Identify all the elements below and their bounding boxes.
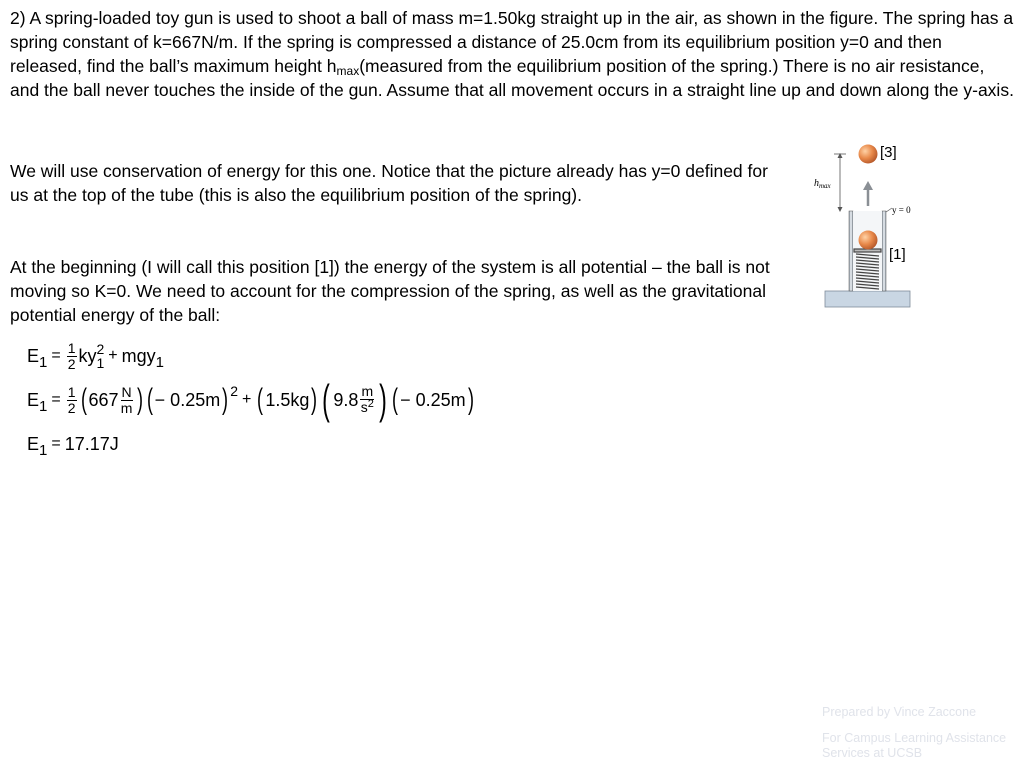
- eq1-mgy-sub: 1: [155, 353, 164, 371]
- eq2-g-unit-num: m: [361, 382, 374, 399]
- problem-text-before: 2) A spring-loaded toy gun is used to shoot a ball of mass m=1.50kg straight up in the air, as shown in the figure. The spring has a spring constant of k=667N/m. If the spring is compressed a distance of 25.0cm from its equilibrium position y=0 and then released, find the ball’s maximum height h: [10, 8, 1014, 76]
- tube-left-wall: [849, 211, 853, 291]
- eq1-subscript: 1: [39, 353, 48, 371]
- eq1-plus: +: [108, 347, 118, 364]
- position-1-label: [1]: [889, 246, 906, 263]
- eq2-g-value: 9.8: [333, 389, 359, 410]
- position-3-label: [3]: [880, 144, 897, 161]
- ball-position-3: [859, 145, 878, 164]
- eq2-compression: − 0.25m: [154, 389, 221, 410]
- eq2-paren-close-5: ): [467, 383, 474, 416]
- eq2-symbol-e: E: [27, 389, 40, 410]
- eq2-g-unit-sq: 2: [367, 397, 374, 410]
- eq1-ky: ky: [78, 345, 97, 366]
- arrow-up-icon: [863, 181, 873, 206]
- eq2-fraction-half: [67, 385, 77, 416]
- problem-text-after: (measured from the equilibrium position of the spring.) There is no air resistance, and the ball never touches the inside of the gun. Assume that all movement occurs in a straight line up and down along the y-axis.: [10, 56, 1014, 100]
- eq2-paren-open-5: (: [392, 383, 399, 416]
- gun-base: [825, 291, 910, 307]
- hmax-dimension-line: [834, 153, 846, 212]
- eq3-result: 17.17J: [64, 433, 119, 454]
- toy-gun-figure: [806, 136, 936, 312]
- eq2-mass: 1.5kg: [265, 389, 310, 410]
- eq2-paren-open-4: (: [322, 376, 331, 423]
- equation-energy-substituted: [27, 376, 476, 423]
- eq1-symbol-e: E: [27, 345, 40, 366]
- eq2-squared: 2: [230, 383, 239, 399]
- eq2-displacement: − 0.25m: [400, 389, 466, 410]
- footer-campus-credit: For Campus Learning Assistance Services at UCSB: [822, 731, 1007, 760]
- eq2-paren-close-3: ): [311, 383, 318, 416]
- eq2-plus: +: [242, 391, 252, 408]
- eq2-g-unit-den: s: [360, 398, 368, 415]
- eq2-k-value: 667: [88, 389, 119, 410]
- eq2-equals: =: [51, 391, 61, 408]
- eq3-symbol-e: E: [27, 433, 40, 454]
- ball-position-1: [859, 231, 878, 250]
- eq2-paren-close-2: ): [222, 383, 229, 416]
- eq1-ky-sup: 2: [96, 341, 105, 357]
- eq2-paren-close-4: ): [379, 376, 387, 423]
- eq1-fraction-half: [67, 341, 77, 372]
- eq1-ky-sub: 1: [96, 355, 105, 371]
- eq2-paren-open-3: (: [257, 383, 264, 416]
- problem-subscript-max: max: [336, 64, 360, 78]
- problem-statement: [10, 6, 1014, 102]
- eq2-paren-open: (: [80, 383, 87, 416]
- eq2-paren-open-2: (: [146, 383, 153, 416]
- eq2-frac-den: 2: [67, 399, 76, 416]
- hmax-h: h: [814, 178, 819, 189]
- footer-prepared-by: Prepared by Vince Zaccone: [822, 705, 977, 719]
- eq2-frac-num: 1: [67, 383, 76, 400]
- eq2-unit-den: m: [120, 399, 133, 416]
- eq1-mgy: mgy: [121, 345, 156, 366]
- tube-right-wall: [882, 211, 886, 291]
- eq1-ky-scripts: [97, 342, 105, 370]
- eq2-unit-n-per-m: [121, 385, 133, 416]
- eq2-unit-m-per-s2: [360, 384, 374, 417]
- eq1-equals: =: [51, 347, 61, 364]
- eq2-unit-num: N: [121, 383, 132, 400]
- eq1-frac-num: 1: [67, 339, 76, 356]
- eq2-subscript: 1: [39, 397, 48, 415]
- beginning-paragraph: At the beginning (I will call this position [1]) the energy of the system is all potential – the ball is not moving so K=0. We need to account for the compression of the spring, as well as the gravitational potential energy of the ball:: [10, 257, 770, 325]
- eq1-frac-den: 2: [67, 355, 76, 372]
- conservation-paragraph: We will use conservation of energy for this one. Notice that the picture already has y=0 defined for us at the top of the tube (this is also the equilibrium position of the spring).: [10, 161, 768, 205]
- equation-energy-result: [27, 424, 119, 464]
- eq2-paren-close: ): [136, 383, 143, 416]
- eq3-subscript: 1: [39, 441, 48, 459]
- eq2-g-unit-den-wrap: [360, 397, 374, 417]
- eq3-equals: =: [51, 435, 61, 452]
- y0-label: y = 0: [892, 205, 911, 215]
- hmax-label: [814, 178, 832, 190]
- equation-energy-formula: [27, 336, 164, 376]
- hmax-sub: max: [819, 182, 831, 190]
